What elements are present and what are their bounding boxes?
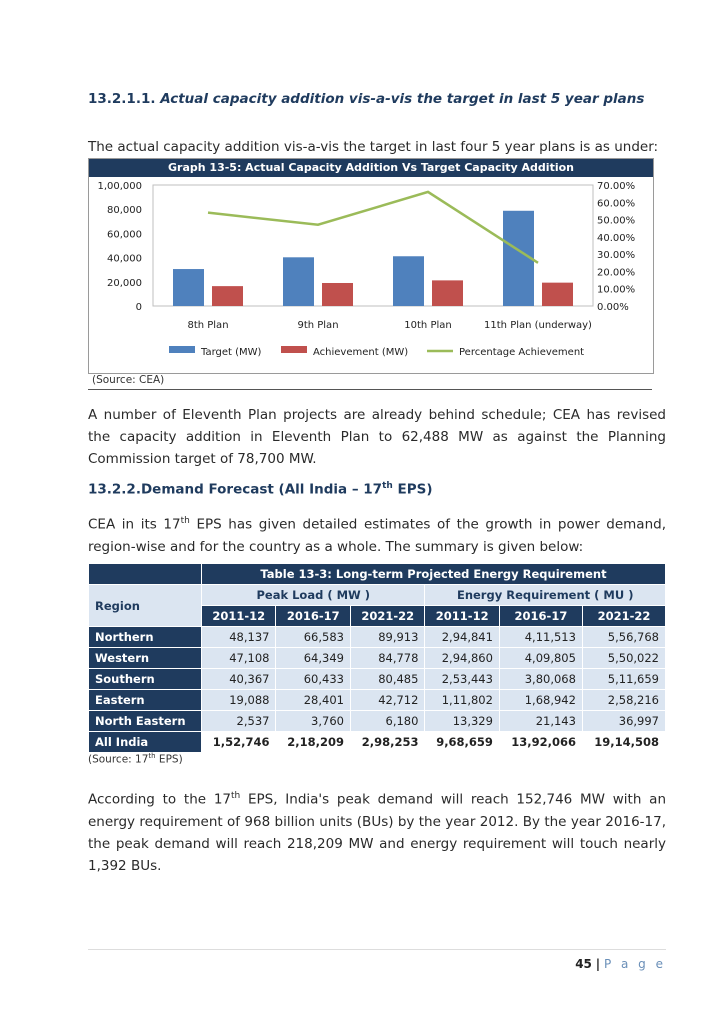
table-cell: 4,11,513	[499, 627, 582, 648]
eps-paragraph	[88, 510, 666, 558]
eps-para-b: EPS has given detailed estimates of the growth in power demand, region-wise and for the country as a whole. The summary is given below:	[88, 516, 666, 555]
legend-swatch	[281, 346, 307, 353]
table-cell: 89,913	[350, 627, 424, 648]
total-cell: 2,98,253	[350, 732, 424, 753]
summary-paragraph	[88, 785, 666, 877]
table-source-a: (Source: 17	[88, 753, 149, 766]
table-row	[89, 627, 666, 648]
summary-para-sup: th	[231, 791, 241, 801]
category-label: 10th Plan	[404, 320, 452, 331]
region-label: North Eastern	[89, 711, 202, 732]
table-cell: 3,80,068	[499, 669, 582, 690]
table-source	[88, 752, 183, 766]
heading2-tail: EPS)	[392, 481, 433, 498]
bar-achievement	[542, 283, 573, 306]
eps-para-sup: th	[180, 516, 190, 526]
table-cell: 21,143	[499, 711, 582, 732]
table-corner	[89, 564, 202, 585]
table-cell: 2,94,860	[425, 648, 499, 669]
right-tick-label: 10.00%	[597, 284, 636, 296]
table-cell: 13,329	[425, 711, 499, 732]
table-source-b: EPS)	[155, 753, 183, 766]
table-total-row	[89, 732, 666, 753]
table-row	[89, 711, 666, 732]
bar-achievement	[432, 280, 463, 306]
total-cell: 1,52,746	[202, 732, 276, 753]
total-cell: 2,18,209	[276, 732, 350, 753]
table-cell: 2,94,841	[425, 627, 499, 648]
total-label: All India	[89, 732, 202, 753]
year-header: 2021-22	[350, 606, 424, 627]
table-cell: 28,401	[276, 690, 350, 711]
left-tick-label: 0	[135, 302, 142, 313]
total-cell: 19,14,508	[582, 732, 665, 753]
table-row	[89, 690, 666, 711]
eps-para-a: CEA in its 17	[88, 516, 181, 533]
energy-requirement-table	[88, 563, 666, 753]
summary-para-b: EPS, India's peak demand will reach 152,746 MW with an energy requirement of 968 billion units (BUs) by the year 2012. By the year 2016-17, the peak demand will reach 218,209 MW and energy requirement will touch nearly 1,392 BUs.	[88, 791, 666, 874]
energy-req-header: Energy Requirement ( MU )	[425, 585, 666, 606]
table-cell: 80,485	[350, 669, 424, 690]
left-tick-label: 80,000	[107, 205, 142, 217]
region-label: Southern	[89, 669, 202, 690]
heading2-sup: th	[382, 481, 393, 491]
page-label: P a g e	[603, 957, 666, 971]
table-cell: 3,760	[276, 711, 350, 732]
right-tick-label: 0.00%	[597, 302, 629, 313]
legend-label: Achievement (MW)	[313, 347, 409, 358]
table-cell: 19,088	[202, 690, 276, 711]
chart-source: (Source: CEA)	[92, 374, 165, 386]
right-tick-label: 30.00%	[597, 250, 636, 262]
table-cell: 64,349	[276, 648, 350, 669]
heading-number: 13.2.1.1.	[88, 91, 156, 107]
right-tick-label: 50.00%	[597, 215, 636, 227]
intro-paragraph: The actual capacity addition vis-a-vis the target in last four 5 year plans is as under:	[88, 139, 659, 155]
total-cell: 9,68,659	[425, 732, 499, 753]
right-tick-label: 60.00%	[597, 198, 636, 210]
table-source-sup: th	[148, 752, 156, 760]
percentage-line	[208, 192, 538, 263]
table-cell: 5,11,659	[582, 669, 665, 690]
chart-title: Graph 13-5: Actual Capacity Addition Vs Target Capacity Addition	[89, 159, 653, 177]
table-cell: 2,58,216	[582, 690, 665, 711]
table-cell: 40,367	[202, 669, 276, 690]
table-cell: 47,108	[202, 648, 276, 669]
section-heading-13-2-1-1	[88, 91, 644, 107]
table-cell: 2,53,443	[425, 669, 499, 690]
summary-para-a: According to the 17	[88, 791, 232, 808]
total-cell: 13,92,066	[499, 732, 582, 753]
page-number: 45	[575, 957, 592, 971]
table-cell: 48,137	[202, 627, 276, 648]
category-label: 11th Plan (underway)	[484, 320, 592, 331]
table-cell: 66,583	[276, 627, 350, 648]
table-cell: 36,997	[582, 711, 665, 732]
table-cell: 1,11,802	[425, 690, 499, 711]
legend-label: Percentage Achievement	[459, 347, 585, 358]
year-header: 2021-22	[582, 606, 665, 627]
table-cell: 4,09,805	[499, 648, 582, 669]
heading2-text: 13.2.2.Demand Forecast (All India – 17	[88, 481, 383, 498]
left-tick-label: 40,000	[107, 253, 142, 265]
year-header: 2011-12	[425, 606, 499, 627]
table-title: Table 13-3: Long-term Projected Energy Requirement	[202, 564, 666, 585]
table-cell: 5,56,768	[582, 627, 665, 648]
section-heading-13-2-2	[88, 481, 433, 498]
peak-load-header: Peak Load ( MW )	[202, 585, 425, 606]
table-cell: 2,537	[202, 711, 276, 732]
region-label: Western	[89, 648, 202, 669]
right-tick-label: 20.00%	[597, 267, 636, 279]
region-header: Region	[89, 585, 202, 627]
left-tick-label: 60,000	[107, 229, 142, 241]
legend-label: Target (MW)	[201, 347, 262, 358]
year-header: 2016-17	[499, 606, 582, 627]
table-cell: 5,50,022	[582, 648, 665, 669]
bar-achievement	[322, 283, 353, 306]
table-cell: 1,68,942	[499, 690, 582, 711]
region-label: Eastern	[89, 690, 202, 711]
right-tick-label: 70.00%	[597, 181, 636, 192]
bar-target	[173, 269, 204, 306]
bar-target	[283, 257, 314, 306]
table-row	[89, 648, 666, 669]
legend-swatch	[169, 346, 195, 353]
category-label: 8th Plan	[187, 320, 229, 331]
bar-target	[393, 256, 424, 306]
left-tick-label: 1,00,000	[97, 181, 142, 192]
table-cell: 60,433	[276, 669, 350, 690]
table-cell: 42,712	[350, 690, 424, 711]
table-row	[89, 669, 666, 690]
page-separator: |	[595, 957, 601, 971]
region-label: Northern	[89, 627, 202, 648]
chart-source-rule	[88, 389, 652, 390]
right-tick-label: 40.00%	[597, 232, 636, 244]
table-cell: 6,180	[350, 711, 424, 732]
left-tick-label: 20,000	[107, 277, 142, 289]
year-header: 2011-12	[202, 606, 276, 627]
bar-achievement	[212, 286, 243, 306]
revision-paragraph: A number of Eleventh Plan projects are already behind schedule; CEA has revised the capacity addition in Eleventh Plan to 62,488 MW as against the Planning Commission target of 78,700 MW.	[88, 407, 666, 467]
year-header: 2016-17	[276, 606, 350, 627]
heading-title: Actual capacity addition vis-a-vis the target in last 5 year plans	[160, 91, 645, 107]
category-label: 9th Plan	[297, 320, 339, 331]
table-cell: 84,778	[350, 648, 424, 669]
chart-svg	[89, 177, 653, 373]
capacity-chart	[88, 158, 654, 374]
footer-rule	[88, 949, 666, 950]
page-footer	[560, 957, 666, 971]
